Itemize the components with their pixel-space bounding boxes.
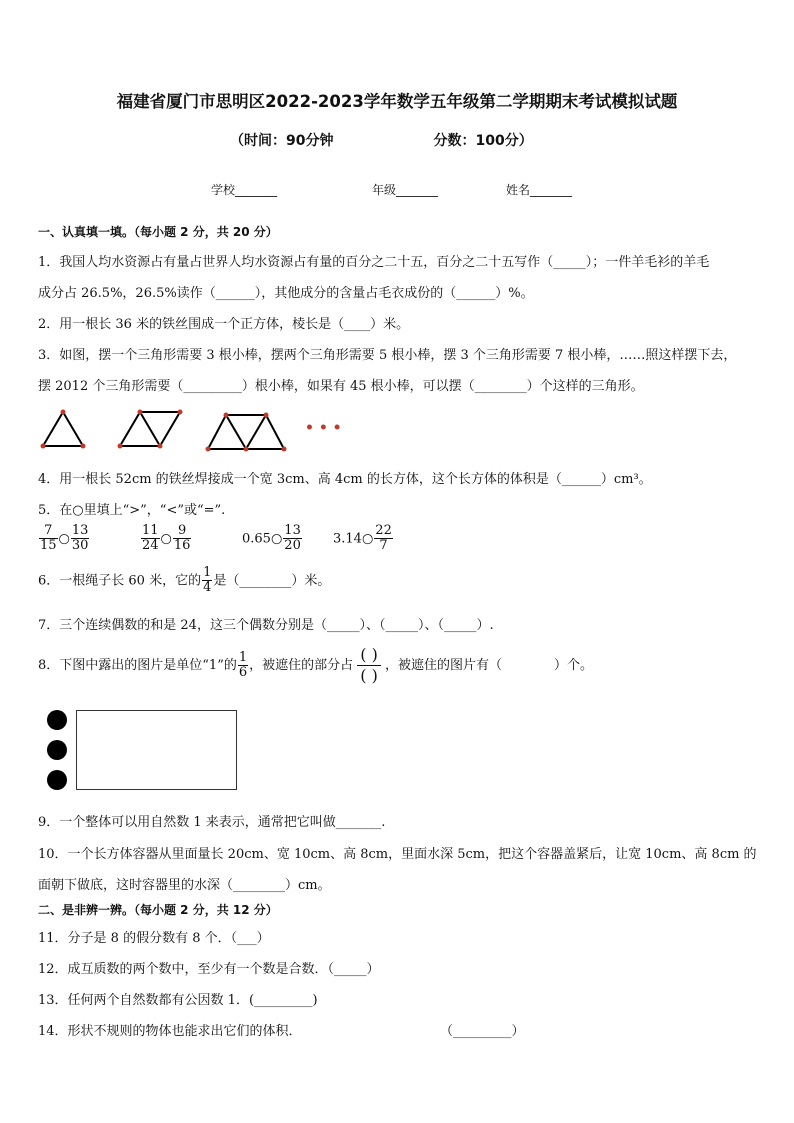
section-1-heading: 一、认真填一填。（每小题 2 分，共 20 分） (38, 225, 278, 239)
question-7: 7．三个连续偶数的和是 24，这三个偶数分别是（_____）、（_____）、（_____）. (38, 618, 494, 633)
question-6: 6．一根绳子长 60 米，它的 $\frac{1}{4}$ 是（________）米。 (38, 565, 331, 596)
question-2: 2．用一根长 36 米的铁丝围成一个正方体，棱长是（____）米。 (38, 317, 410, 332)
compare-item-1: $\frac{7}{15}$ ○ $\frac{13}{30}$ (40, 523, 89, 554)
question-14-answer-blank[interactable]: （_________） (440, 1024, 525, 1039)
question-13: 13．任何两个自然数都有公因数 1．(_________) (38, 993, 318, 1008)
question-11: 11．分子是 8 的假分数有 8 个．（___） (38, 931, 270, 946)
triangle-1 (43, 412, 83, 446)
compare-item-4: 3.14○ $\frac{22}{7}$ (333, 523, 392, 554)
question-10-line-2: 面朝下做底，这时容器里的水深（________）cm。 (38, 878, 331, 893)
triangle-3 (208, 415, 284, 449)
compare-item-2: $\frac{11}{24}$ ○ $\frac{9}{16}$ (142, 523, 191, 554)
visible-dot-2 (47, 740, 67, 760)
question-1-line-2: 成分占 26.5%，26.5%读作（______），其他成分的含量占毛衣成份的（______）%。 (38, 286, 534, 301)
question-14: 14．形状不规则的物体也能求出它们的体积． (38, 1024, 302, 1039)
exam-subtitle (230, 130, 533, 150)
question-4: 4．用一根长 52cm 的铁丝焊接成一个宽 3cm、高 4cm 的长方体，这个长方体的体积是（______）cm³。 (38, 472, 652, 487)
visible-dot-1 (47, 710, 67, 730)
question-3-line-2: 摆 2012 个三角形需要（_________）根小棒，如果有 45 根小棒，可以摆（________）个这样的三角形。 (38, 379, 644, 394)
question-9: 9．一个整体可以用自然数 1 来表示，通常把它叫做_______. (38, 815, 386, 830)
grade-field[interactable]: 年级_______ (372, 183, 439, 197)
compare-item-3: 0.65○ $\frac{13}{20}$ (242, 523, 301, 554)
question-3-line-1: 3．如图，摆一个三角形需要 3 根小棒，摆两个三角形需要 5 根小棒，摆 3 个三角形需要 7 根小棒，……照这样摆下去， (38, 348, 737, 363)
question-12: 12．成互质数的两个数中，至少有一个数是合数．（_____） (38, 962, 380, 977)
question-1-line-1: 1．我国人均水资源占有量占世界人均水资源占有量的百分之二十五，百分之二十五写作（_____）；一件羊毛衫的羊毛 (38, 255, 710, 270)
ellipsis-dots: • • • (305, 420, 342, 436)
question-8: 8．下图中露出的图片是单位“1”的 $\frac{1}{6}$ ，被遮住的部分占 $\frac{( )}{( )}$ ，被遮住的图片有（ ）个。 (38, 645, 594, 685)
section-2-heading: 二、是非辨一辨。（每小题 2 分，共 12 分） (38, 903, 278, 917)
visible-dot-3 (47, 770, 67, 790)
school-field[interactable]: 学校_______ (211, 183, 278, 197)
name-field[interactable]: 姓名_______ (506, 183, 573, 197)
question-10-line-1: 10．一个长方体容器从里面量长 20cm、宽 10cm、高 8cm，里面水深 5cm，把这个容器盖紧后，让宽 10cm、高 8cm 的 (38, 847, 757, 862)
exam-score: 分数：100分） (433, 133, 533, 149)
covering-rectangle (76, 710, 237, 790)
exam-time: （时间：90分钟 (230, 133, 334, 149)
question-5: 5．在○里填上“>”，“<”或“=”. (38, 503, 226, 518)
page-title: 福建省厦门市思明区2022-2023学年数学五年级第二学期期末考试模拟试题 (116, 92, 678, 111)
